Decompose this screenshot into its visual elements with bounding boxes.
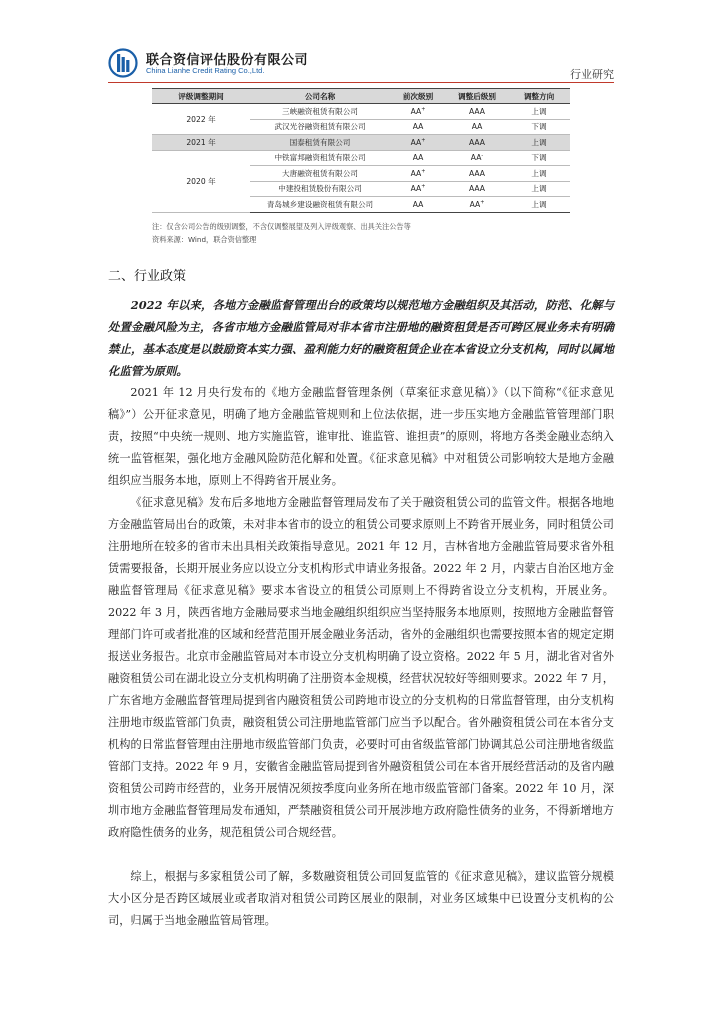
direction-cell: 上调: [508, 197, 570, 213]
column-header: 前次级别: [390, 89, 446, 104]
column-header: 调整后级别: [446, 89, 508, 104]
lead-paragraph: 2022 年以来，各地方金融监督管理出台的政策均以规范地方金融组织及其活动，防范、化解与处置金融风险为主，各省市地方金融监管局对非本省市注册地的融资租赁是否可跨区展业务未有明确禁止，基本态度是以鼓励资本实力强、盈利能力好的融资租赁企业在本省设立分支机构，同时以属地化监管为原则。: [108, 298, 614, 378]
table-row: [152, 104, 570, 120]
table-header-row: [152, 89, 570, 104]
company-cell: 三峡融资租赁有限公司: [250, 104, 390, 120]
direction-cell: 上调: [508, 104, 570, 120]
prev-rating-cell: AA: [390, 197, 446, 213]
paragraph-local-regulations: 《征求意见稿》发布后多地地方金融监督管理局发布了关于融资租赁公司的监管文件。根据各地地方金融监管局出台的政策，未对非本省市的设立的租赁公司要求原则上不跨省开展业务，同时租赁公司注册地所在较多的省市未出具相关政策指导意见。2021 年 12 月，吉林省地方金融监管局要求省外租赁需要报备，长期开展业务应以设立分支机构形式申请业务报备。2022 年 2 月，内蒙古自治区地方金融监督管理局《征求意见稿》要求本省设立的租赁公司原则上不得跨省设立分支机构，开展业务。2022 年 3 月，陕西省地方金融局要求当地金融组织组织应当坚持服务本地原则，按照地方金融监督管理部门许可或者批准的区域和经营范围开展金融业务活动，省外的金融组织也需要按照本省的规定定期报送业务报告。北京市金融监管局对本市设立分支机构明确了设立资格。2022 年 5 月，湖北省对省外融资租赁公司在湖北设立分支机构明确了注册资本金规模，经营状况较好等细则要求。2022 年 7 月，广东省地方金融监督管理局提到省内融资租赁公司跨地市设立的分支机构的日常监督管理，由分支机构注册地市级监管部门负责，融资租赁公司注册地监管部门应当予以配合。省外融资租赁公司在本省分支机构的日常监督管理由注册地市级监管部门负责，必要时可由省级监管部门协调其总公司注册地省级监管部门支持。2022 年 9 月，安徽省金融监管局提到省外融资租赁公司在本省开展经营活动的及省内融资租赁公司跨市经营的，业务开展情况须按季度向业务所在地市级监管部门备案。2022 年 10 月，深圳市地方金融监督管理局发布通知，严禁融资租赁公司开展涉地方政府隐性债务的业务，不得新增地方政府隐性债务的业务，规范租赁公司合规经营。: [108, 496, 614, 839]
table-source: 资料来源：Wind，联合资信整理: [152, 235, 257, 244]
company-cell: 国泰租赁有限公司: [250, 135, 390, 151]
direction-cell: 上调: [508, 135, 570, 151]
paragraph-summary: 综上，根据与多家租赁公司了解，多数融资租赁公司回复监管的《征求意见稿》，建议监管分规模大小区分是否跨区域展业或者取消对租赁公司跨区展业的限制，对业务区域集中已设置分支机构的公司，归属于当地金融监管局管理。: [108, 870, 614, 927]
new-rating-cell: AAA: [446, 104, 508, 120]
prev-rating-cell: AA+: [390, 181, 446, 197]
company-cell: 大唐融资租赁有限公司: [250, 166, 390, 182]
column-header: 评级调整期间: [152, 89, 250, 104]
column-header: 公司名称: [250, 89, 390, 104]
rating-modifier: +: [421, 106, 426, 113]
lianhe-logo-icon: [108, 48, 138, 78]
company-name-cn: 联合资信评估股份有限公司: [146, 53, 309, 68]
rating-modifier: +: [421, 183, 426, 190]
section-tag: 行业研究: [570, 68, 614, 81]
new-rating-cell: AA-: [446, 150, 508, 166]
paragraph-central-bank-draft: 2021 年 12 月央行发布的《地方金融监督管理条例（草案征求意见稿）》（以下简称“《征求意见稿》”）公开征求意见，明确了地方金融监管规则和上位法依据，进一步压实地方金融监管管理部门职责，按照“中央统一规则、地方实施监管，谁审批、谁监管、谁担责”的原则，将地方各类金融业态纳入统一监管框架，强化地方金融风险防范化解和处置。《征求意见稿》中对租赁公司影响较大是地方金融组织应当服务本地，原则上不得跨省开展业务。: [108, 386, 614, 487]
direction-cell: 下调: [508, 119, 570, 135]
period-cell: 2022 年: [152, 104, 250, 135]
rating-modifier: +: [480, 199, 485, 206]
section-heading: 二、行业政策: [108, 269, 187, 284]
direction-cell: 上调: [508, 181, 570, 197]
company-cell: 青岛城乡建设融资租赁有限公司: [250, 197, 390, 213]
table-note: 注：仅含公司公告的级别调整，不含仅调整展望及列入评级观察、出具关注公告等: [152, 222, 411, 231]
new-rating-cell: AA+: [446, 197, 508, 213]
column-header: 调整方向: [508, 89, 570, 104]
rating-adjustment-table: [152, 88, 570, 213]
prev-rating-cell: AA+: [390, 104, 446, 120]
header-divider: [108, 82, 614, 83]
rating-modifier: +: [421, 168, 426, 175]
company-cell: 武汉光谷融资租赁有限公司: [250, 119, 390, 135]
rating-modifier: -: [481, 152, 484, 159]
company-name-en: China Lianhe Credit Rating Co.,Ltd.: [146, 66, 265, 75]
prev-rating-cell: AA+: [390, 166, 446, 182]
new-rating-cell: AA: [446, 119, 508, 135]
table-row: [152, 150, 570, 166]
prev-rating-cell: AA: [390, 150, 446, 166]
direction-cell: 下调: [508, 150, 570, 166]
page-header: [108, 48, 614, 84]
company-cell: 中建投租赁股份有限公司: [250, 181, 390, 197]
prev-rating-cell: AA: [390, 119, 446, 135]
table-row: [152, 135, 570, 151]
prev-rating-cell: AA+: [390, 135, 446, 151]
new-rating-cell: AAA: [446, 135, 508, 151]
period-cell: 2020 年: [152, 150, 250, 212]
direction-cell: 上调: [508, 166, 570, 182]
company-cell: 中铁富邦融资租赁有限公司: [250, 150, 390, 166]
new-rating-cell: AAA: [446, 166, 508, 182]
new-rating-cell: AAA: [446, 181, 508, 197]
period-cell: 2021 年: [152, 135, 250, 151]
rating-modifier: +: [421, 137, 426, 144]
